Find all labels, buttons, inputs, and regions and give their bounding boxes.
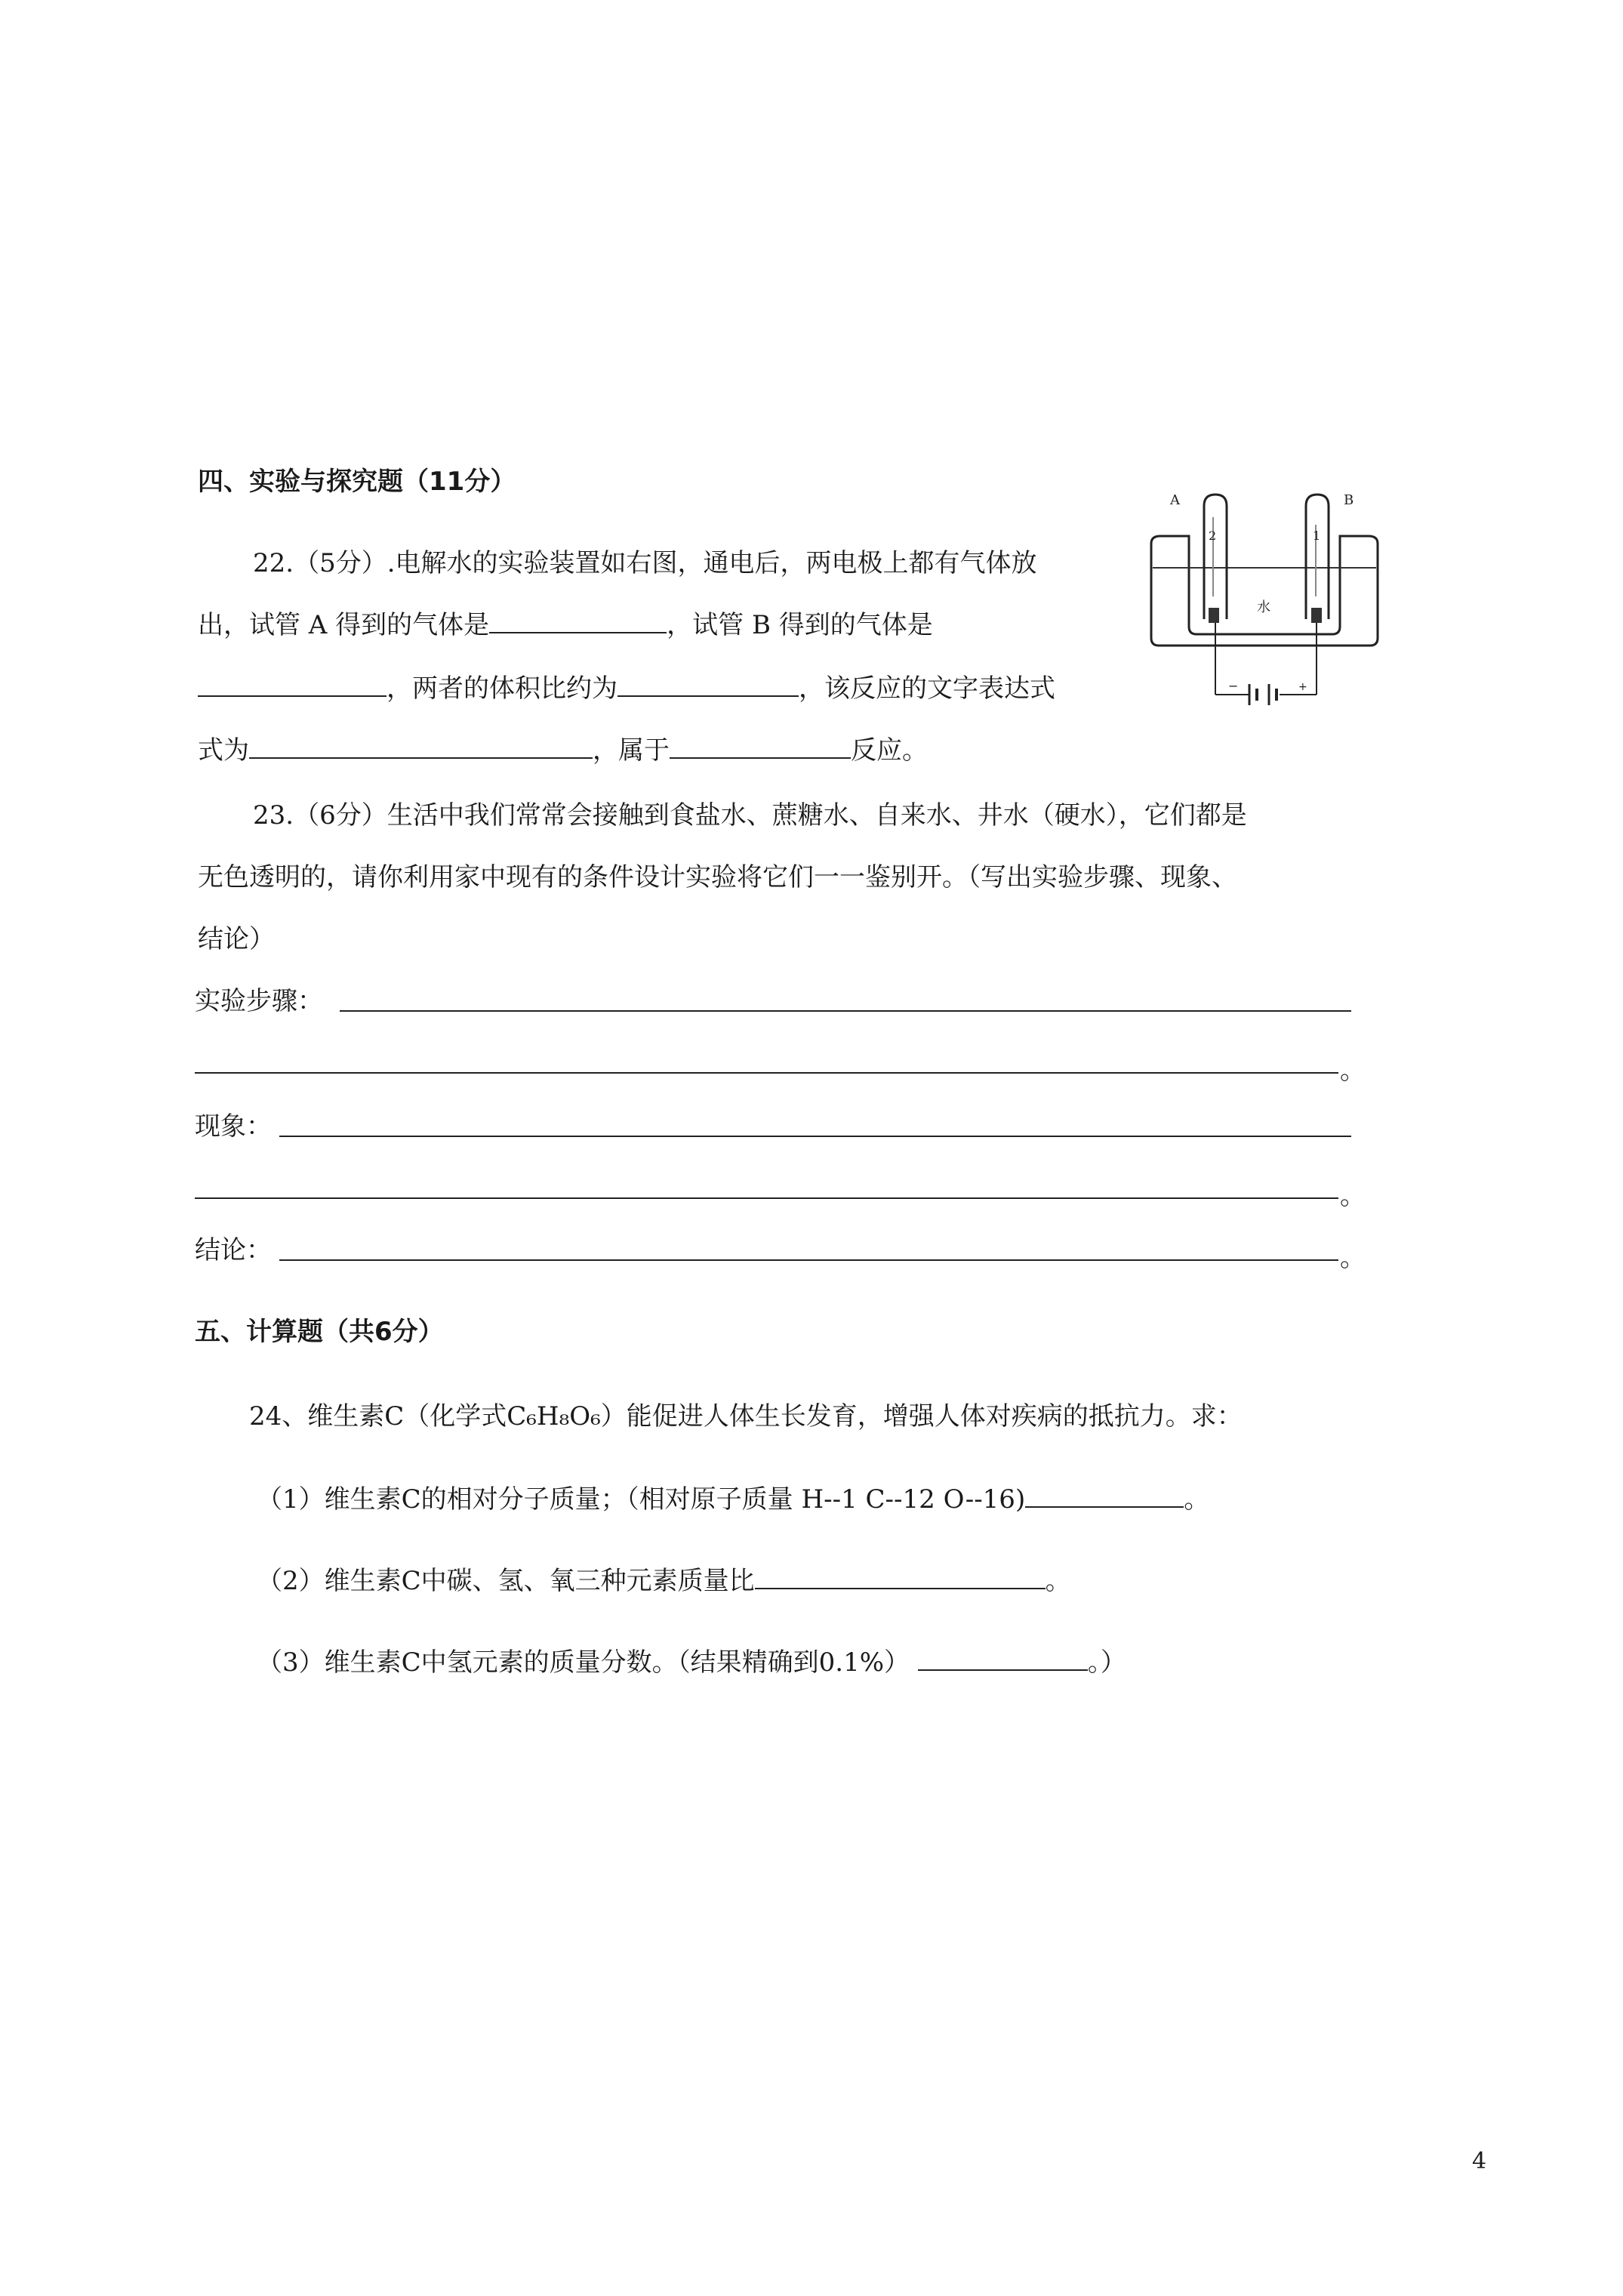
phenomenon-label: 现象：: [195, 1111, 272, 1142]
q22-line-2a: 出，试管 A 得到的气体是: [198, 610, 490, 640]
steps-answer-line-2[interactable]: [195, 1072, 1338, 1074]
q24-sub-1-text: （1）维生素C的相对分子质量；（相对原子质量 H--1 C--12 O--16): [257, 1484, 1026, 1515]
minus-sign: −: [1228, 679, 1239, 693]
q24-sub-2-end: 。: [1045, 1566, 1071, 1596]
q22-blank-gas-a[interactable]: [489, 609, 667, 633]
q22-line-4a: 式为: [198, 735, 249, 766]
electrode-a: [1209, 608, 1219, 623]
tube-b-mark: 1: [1313, 529, 1321, 543]
q23-line-1: 23.（6分）生活中我们常常会接触到食盐水、蔗糖水、自来水、井水（硬水），它们都是: [253, 800, 1247, 831]
q22-blank-gas-b[interactable]: [198, 673, 387, 697]
q24-sub-3-text: （3）维生素C中氢元素的质量分数。（结果精确到0.1%）: [257, 1647, 910, 1678]
phenomenon-answer-line-2[interactable]: [195, 1197, 1338, 1199]
q22-line-3: [198, 667, 1055, 704]
q22-line-3b: ，该反应的文字表达式: [799, 673, 1055, 704]
q22-line-2b: ，试管 B 得到的气体是: [667, 610, 933, 640]
q22-line-3a: ，两者的体积比约为: [387, 673, 617, 704]
test-tube-b: [1306, 495, 1329, 619]
q24-sub-3: [257, 1641, 1126, 1678]
q22-line-4c: 反应。: [851, 735, 928, 766]
q22-line-4b: ，属于: [593, 735, 670, 766]
q24-line-1: 24、维生素C（化学式C₆H₈O₆）能促进人体生长发育，增强人体对疾病的抵抗力。求：: [249, 1401, 1243, 1432]
q22-line-4: [198, 729, 928, 766]
test-tube-a: [1204, 495, 1227, 619]
conclusion-answer-line[interactable]: [279, 1259, 1338, 1261]
q22-line-2: [198, 604, 933, 641]
conclusion-label: 结论：: [195, 1235, 272, 1265]
phenomenon-period: 。: [1340, 1181, 1366, 1211]
page-number: 4: [1472, 2148, 1487, 2174]
plus-sign: +: [1298, 681, 1307, 693]
q24-sub-2: [257, 1560, 1071, 1597]
tube-a-mark: 2: [1209, 529, 1217, 543]
q22-blank-ratio[interactable]: [617, 673, 799, 697]
q22-blank-expression[interactable]: [249, 735, 593, 759]
water-trough: [1151, 536, 1378, 646]
section-5-heading: 五、计算题（共6分）: [195, 1317, 444, 1347]
q24-blank-mass-ratio[interactable]: [755, 1565, 1046, 1589]
steps-answer-line-1[interactable]: [340, 1010, 1351, 1012]
steps-label: 实验步骤：: [195, 986, 323, 1016]
electrolysis-apparatus-diagram: [1144, 483, 1385, 710]
steps-period: 。: [1340, 1056, 1366, 1086]
electrode-b: [1311, 608, 1322, 623]
q24-sub-1: [257, 1478, 1209, 1515]
phenomenon-answer-line-1[interactable]: [279, 1136, 1351, 1137]
q23-line-3: 结论）: [198, 924, 275, 954]
q24-sub-1-end: 。: [1184, 1484, 1210, 1515]
q24-blank-molecular-mass[interactable]: [1025, 1484, 1184, 1508]
q22-line-1: 22.（5分）.电解水的实验装置如右图，通电后，两电极上都有气体放: [253, 548, 1037, 578]
water-label: 水: [1257, 599, 1270, 615]
diagram-label-a: A: [1170, 492, 1180, 508]
conclusion-period: 。: [1340, 1243, 1366, 1273]
q24-sub-2-text: （2）维生素C中碳、氢、氧三种元素质量比: [257, 1566, 755, 1596]
q24-blank-mass-fraction[interactable]: [918, 1647, 1088, 1671]
section-4-heading: 四、实验与探究题（11分）: [198, 467, 516, 497]
diagram-label-b: B: [1344, 492, 1354, 508]
q24-sub-3-end: 。）: [1087, 1647, 1126, 1678]
q23-line-2: 无色透明的，请你利用家中现有的条件设计实验将它们一一鉴别开。（写出实验步骤、现象、: [198, 862, 1237, 892]
q22-blank-reaction-type[interactable]: [670, 735, 851, 759]
